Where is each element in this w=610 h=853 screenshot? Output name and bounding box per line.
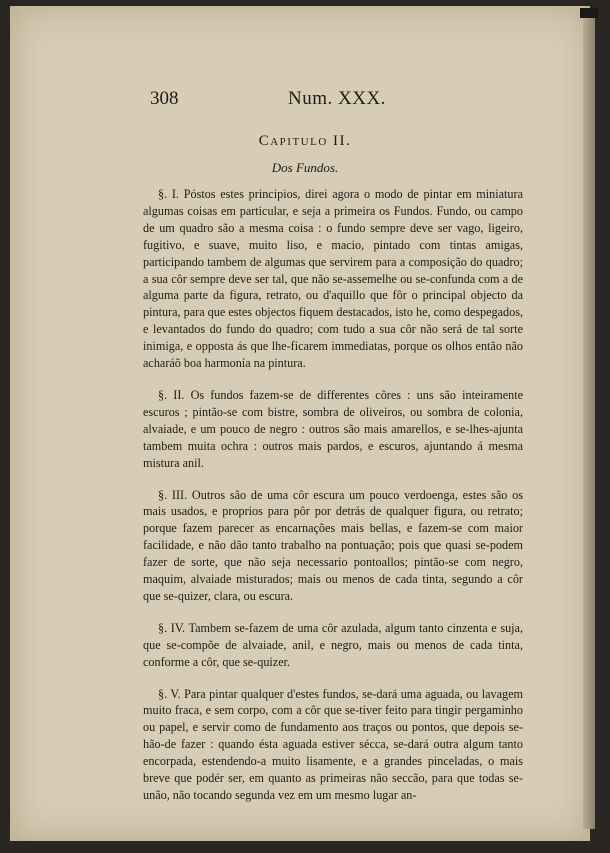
paragraph-text: Para pintar qualquer d'estes fundos, se-dará uma aguada, ou lavagem muito fraca, e sem corpo, com a côr que se-tiver feito para tingir pergaminho ou papel, e servir como de fundamento aos traços ou pontos, que depois se-hão-de fazer : quando ésta aguada estiver sécca, se-dará outra algum tanto encorpada, estendendo-a muito lisamente, e a grandes pinceladas, o mais breve que podér ser, em quanto as primeiras não seccão, para que todas se-unão, não tocando segunda vez em um mesmo lugar an- (143, 686, 524, 802)
section-mark: §. III. (158, 487, 188, 502)
paragraph-3 (143, 487, 523, 605)
section-mark: §. II. (158, 387, 185, 402)
body-text (143, 186, 523, 819)
section-mark: §. I. (158, 187, 179, 201)
paragraph-4 (143, 620, 523, 671)
paragraph-5 (143, 686, 523, 804)
paragraph-text: Outros são de uma côr escura um pouco verdoenga, estes são os mais usados, e proprios para pôr por detrás de qualquer figura, ou retrato; porque fazem parecer as encarnações mais bellas, e fazem-se com maior facilidade, e não dão tanto trabalho na pontuação; pois que quasi se-podem fazer de sorte, que não seja necessario pontoallos; pintão-se com negro, maquim, alvaiade misturados; mais ou menos de cada tinta, segundo a côr que se-quizer, clara, ou escura. (143, 487, 523, 603)
paragraph-text: Tambem se-fazem de uma côr azulada, algum tanto cinzenta e suja, que se-compõe de alvaiade, anil, e negro, mais ou menos de cada tinta, conforme a côr, que se-quizer. (143, 620, 524, 669)
chapter-heading: Capitulo II. (258, 133, 352, 149)
page-number: 308 (150, 88, 179, 109)
section-title: Dos Fundos. (271, 160, 339, 175)
page-tab-marker (580, 8, 598, 18)
section-mark: §. V. (158, 686, 181, 701)
paragraph-2 (143, 387, 523, 472)
issue-number-title: Num. XXX. (288, 88, 386, 109)
paragraph-text: Os fundos fazem-se de differentes côres : uns são inteiramente escuros ; pintão-se com bistre, sombra de oliveiros, ou sombra de colonia, alvaiade, e um pouco de negro : outros são mais amarellos, e se-lhes-ajunta tambem muita ochra : outros mais pardos, e escuros, ajuntando á mesma mistura anil. (143, 387, 524, 470)
section-mark: §. IV. (158, 620, 186, 635)
running-head (150, 88, 390, 110)
paragraph-1 (143, 186, 523, 372)
paragraph-text: Póstos estes principios, direi agora o modo de pintar em miniatura algumas coisas em particular, e seja a primeira os Fundos. Fundo, ou campo de um quadro são a mesma coisa : o fundo sempre deve ser vago, ligeiro, fugitivo, e suave, muito liso, e macio, pintado com tintas amigas, participando tambem de algumas que servirem para a composição do quadro; a sua côr sempre deve ser tal, que não se-assemelhe ou se-confunda com a de alguma parte da figura, retrato, ou d'aquillo que fôr o principal objecto da pintura, para que estes objectos fiquem destacados, isto he, como despegados, e levantados do fundo do quadro; com tudo a sua côr não será de tal sorte inimiga, e opposta ás que lhe-ficarem immediatas, porque os olhos então não acharáõ boa harmonía na pintura. (143, 187, 523, 371)
